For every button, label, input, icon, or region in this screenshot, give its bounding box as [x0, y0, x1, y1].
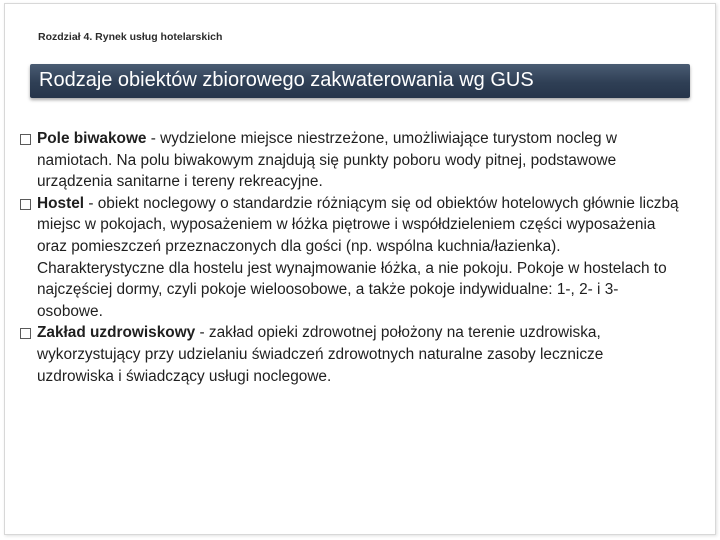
chapter-header: Rozdział 4. Rynek usług hotelarskich — [38, 31, 223, 43]
bullet-term: Hostel — [37, 194, 85, 212]
bullet-term: Pole biwakowe — [37, 130, 147, 147]
bullet-term: Zakład uzdrowiskowy — [37, 324, 196, 342]
bullet-item-hostel — [20, 193, 680, 323]
bullet-item-pole-biwakowe — [20, 128, 680, 193]
slide-title-bar — [30, 64, 690, 98]
bullet-text: - zakład opieki zdrowotnej położony na terenie uzdrowiska, wykorzystujący przy udzielaniu świadczeń zdrowotnych naturalne zasoby lecznicze uzdrowiska i świadczący usługi noclegowe. — [37, 324, 604, 385]
bullet-list — [20, 128, 680, 387]
square-bullet-icon — [20, 328, 31, 339]
square-bullet-icon — [20, 134, 31, 145]
bullet-text: - wydzielone miejsce niestrzeżone, umożliwiające turystom nocleg w namiotach. Na polu biwakowym znajdują się punkty poboru wody pitnej, podstawowe urządzenia sanitarne i tereny rekreacyjne. — [37, 130, 617, 191]
slide-title: Rodzaje obiektów zbiorowego zakwaterowania wg GUS — [39, 69, 534, 91]
bullet-text: - obiekt noclegowy o standardzie różniącym się od obiektów hotelowych głównie liczbą miejsc w pokojach, wyposażeniem w łóżka piętrowe i współdzieleniem części wyposażenia oraz pomieszczeń przeznaczonych dla gości (np. wspólna kuchnia/łazienka). Charakterystyczne dla hostelu jest wynajmowanie łóżka, a nie pokoju. Pokoje w hostelach to najczęściej dormy, czyli pokoje wieloosobowe, a także pokoje indywidualne: 1-, 2- i 3-osobowe. — [37, 194, 679, 320]
bullet-item-zaklad-uzdrowiskowy — [20, 322, 680, 387]
square-bullet-icon — [20, 199, 31, 210]
